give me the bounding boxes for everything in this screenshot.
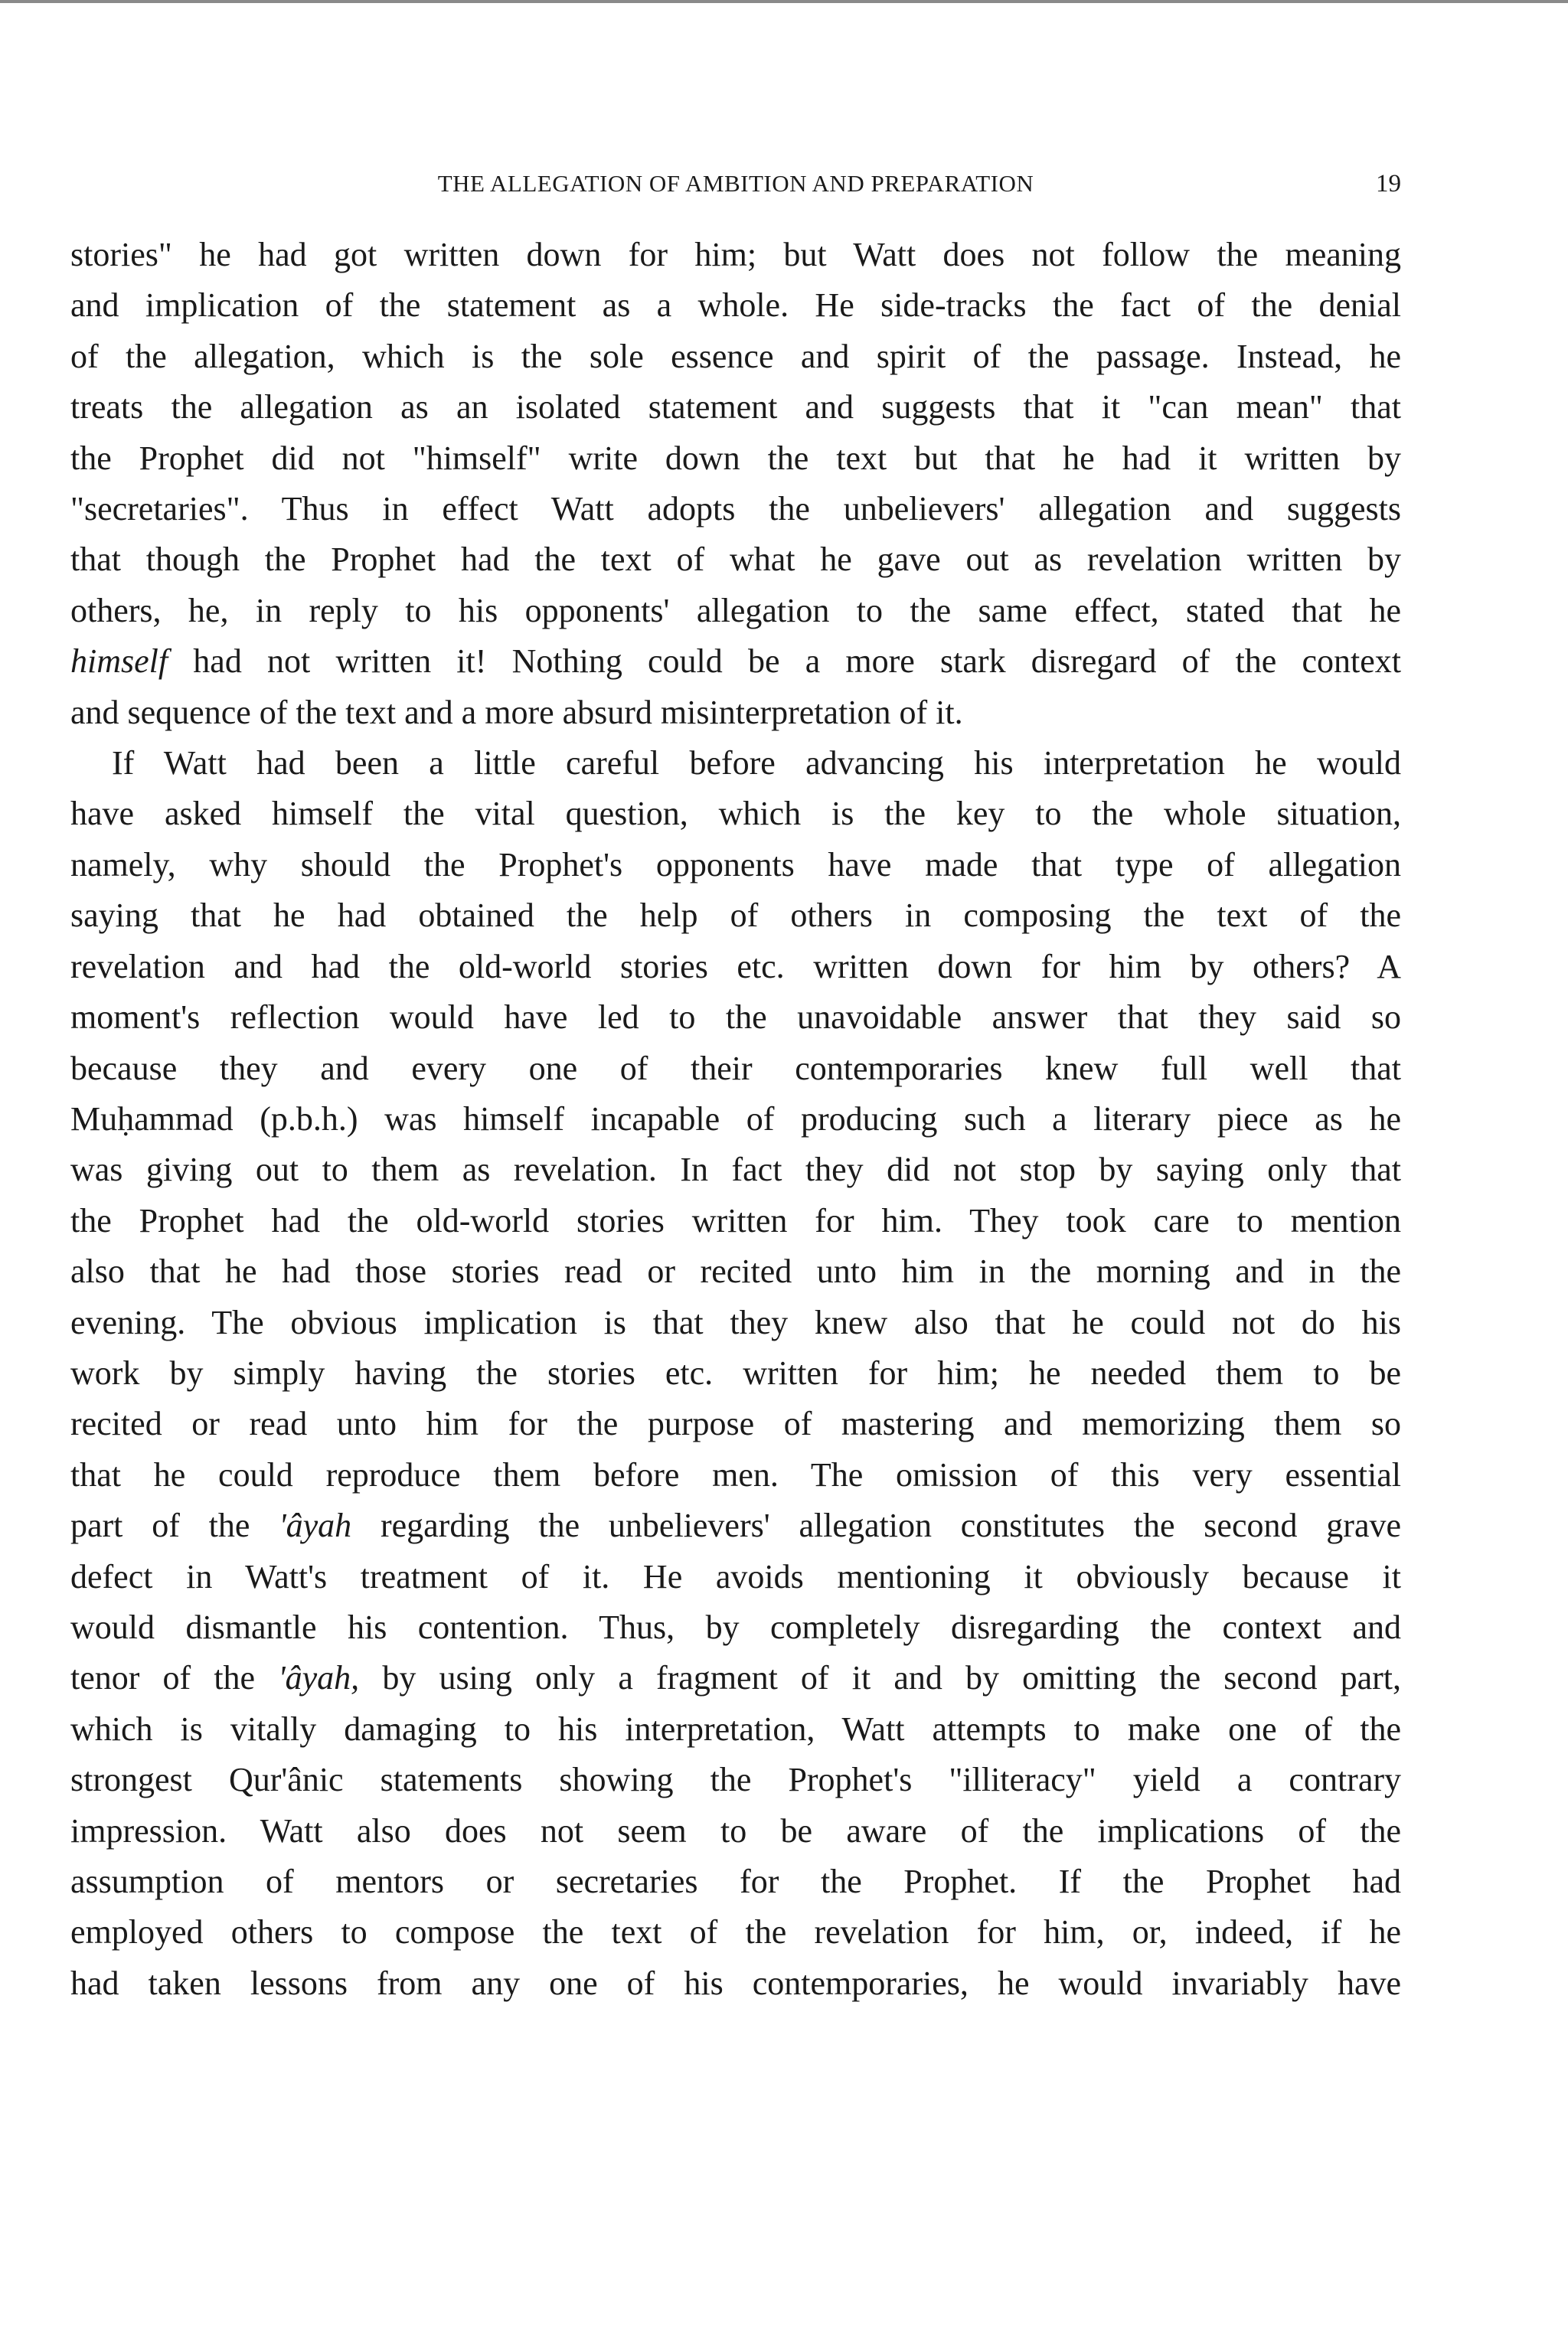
text-line: would dismantle his contention. Thus, by completely disregarding the context and [70,1608,1401,1646]
text-run: part of the [70,1507,279,1545]
text-line: moment's reflection would have led to the unavoidable answer that they said so [70,998,1401,1037]
text-run: regarding the unbelievers' allegation constitutes the second grave [351,1507,1401,1545]
italic-word: 'âyah, [278,1659,360,1697]
text-line: also that he had those stories read or recited unto him in the morning and in the [70,1253,1401,1291]
text-line: because they and every one of their contemporaries knew full well that [70,1049,1401,1087]
text-run: tenor of the [70,1659,279,1697]
text-line [70,636,1401,687]
top-rule [0,0,1568,3]
text-line: "secretaries". Thus in effect Watt adopts the unbelievers' allegation and suggests [70,490,1401,528]
text-line: Muḥammad (p.b.h.) was himself incapable of producing such a literary piece as he [70,1099,1401,1138]
paragraph-2 [70,738,1401,2009]
text-line: evening. The obvious implication is that they knew also that he could not do his [70,1303,1401,1341]
body-text [70,230,1401,2009]
italic-word: himself [70,642,168,681]
text-line: impression. Watt also does not seem to be aware of the implications of the [70,1811,1401,1850]
text-line [70,1501,1401,1551]
italic-word: 'âyah [279,1507,352,1545]
text-line: strongest Qur'ânic statements showing the Prophet's "illiteracy" yield a contrary [70,1761,1401,1799]
text-line: recited or read unto him for the purpose of mastering and memorizing them so [70,1405,1401,1443]
paragraph-1 [70,230,1401,738]
running-head [70,170,1401,208]
text-line [70,1653,1401,1703]
text-line: employed others to compose the text of the revelation for him, or, indeed, if he [70,1913,1401,1951]
text-line: the Prophet did not "himself" write down the text but that he had it written by [70,439,1401,477]
text-line: revelation and had the old-world stories etc. written down for him by others? A [70,947,1401,985]
text-line: If Watt had been a little careful before advancing his interpretation he would [112,744,1401,782]
page-number: 19 [1376,170,1401,198]
text-line: the Prophet had the old-world stories written for him. They took care to mention [70,1201,1401,1239]
text-run: by using only a fragment of it and by omitting the second part, [359,1659,1401,1697]
text-line: stories" he had got written down for him; but Watt does not follow the meaning [70,236,1401,273]
text-line: namely, why should the Prophet's opponents have made that type of allegation [70,845,1401,883]
text-line: and implication of the statement as a whole. He side-tracks the fact of the denial [70,286,1401,325]
text-line: of the allegation, which is the sole essence and spirit of the passage. Instead, he [70,337,1401,375]
text-line: that though the Prophet had the text of what he gave out as revelation written by [70,541,1401,579]
text-run: had not written it! Nothing could be a more stark disregard of the context [168,642,1401,681]
text-line: saying that he had obtained the help of others in composing the text of the [70,897,1401,935]
text-line: work by simply having the stories etc. written for him; he needed them to be [70,1354,1401,1392]
text-line: had taken lessons from any one of his contemporaries, he would invariably have [70,1964,1401,2002]
text-line: that he could reproduce them before men. The omission of this very essential [70,1455,1401,1494]
text-line: assumption of mentors or secretaries for the Prophet. If the Prophet had [70,1863,1401,1900]
text-line: which is vitally damaging to his interpretation, Watt attempts to make one of the [70,1710,1401,1748]
text-line: others, he, in reply to his opponents' allegation to the same effect, stated that he [70,591,1401,629]
text-line: treats the allegation as an isolated statement and suggests that it "can mean" that [70,388,1401,426]
text-line: was giving out to them as revelation. In fact they did not stop by saying only that [70,1151,1401,1189]
text-line: have asked himself the vital question, which is the key to the whole situation, [70,795,1401,833]
text-line: and sequence of the text and a more absurd misinterpretation of it. [70,693,963,731]
running-title: THE ALLEGATION OF AMBITION AND PREPARATION [437,170,1034,197]
text-line: defect in Watt's treatment of it. He avoids mentioning it obviously because it [70,1557,1401,1595]
